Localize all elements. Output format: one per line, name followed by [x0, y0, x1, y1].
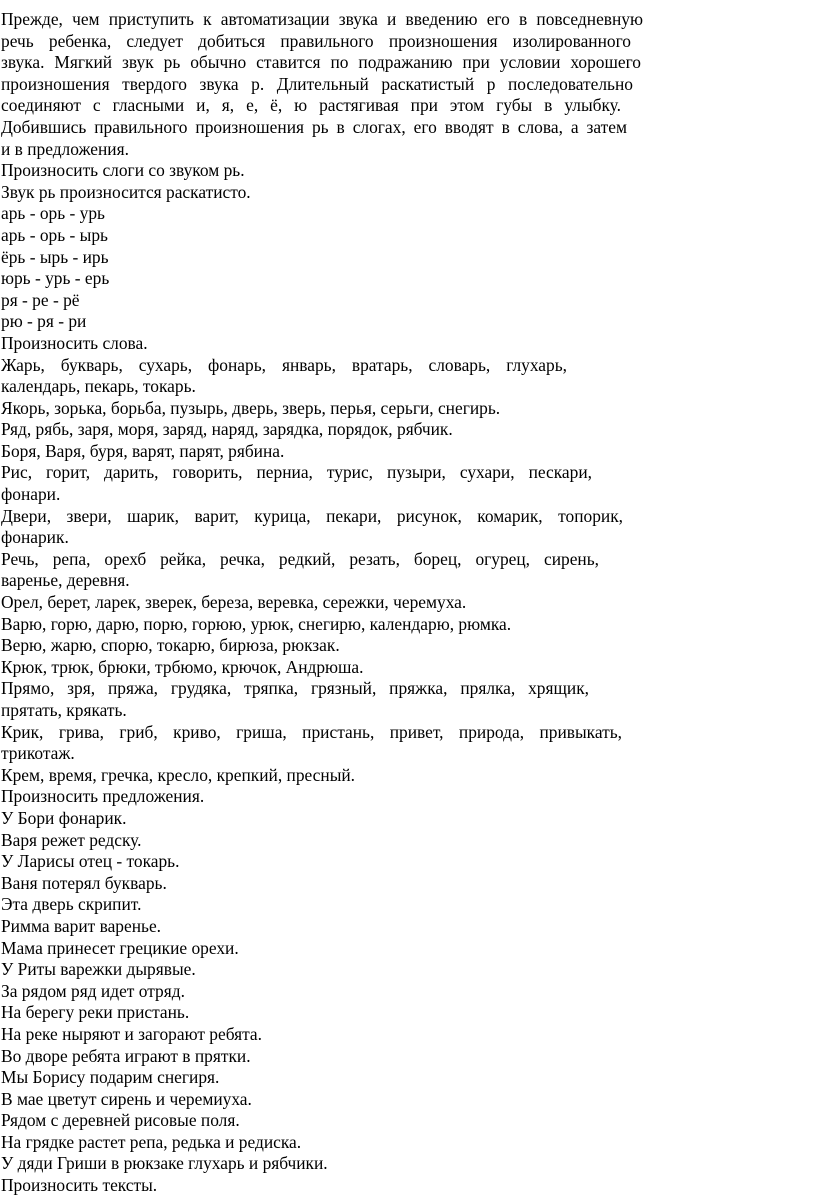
sentence-line: Ваня потерял букварь.	[1, 872, 167, 893]
words-line: Крем, время, гречка, кресло, крепкий, пресный.	[1, 764, 356, 785]
document-body	[1, 9, 801, 1197]
words-line: Верю, жарю, спорю, токарю, бирюза, рюкзак.	[1, 635, 340, 656]
words-line: календарь, пекарь, токарь.	[1, 376, 196, 397]
sentence-line: Рядом с деревней рисовые поля.	[1, 1110, 240, 1131]
syllables-heading: Произносить слоги со звуком рь.	[1, 160, 245, 181]
words-line: Двери, звери, шарик, варит, курица, пекари, рисунок, комарик, топорик,	[1, 505, 623, 526]
syllable-row: арь - орь - ырь	[1, 224, 108, 245]
words-line: фонарик.	[1, 527, 69, 548]
sentence-line: За рядом ряд идет отряд.	[1, 980, 185, 1001]
sentence-line: На берегу реки пристань.	[1, 1002, 190, 1023]
sentence-line: Мама принесет грецикие орехи.	[1, 937, 239, 958]
texts-heading: Произносить тексты.	[1, 1175, 158, 1196]
sentence-line: У Ларисы отец - токарь.	[1, 851, 180, 872]
words-line: Жарь, букварь, сухарь, фонарь, январь, вратарь, словарь, глухарь,	[1, 354, 567, 375]
intro-line: Прежде, чем приступить к автоматизации звука и введению его в повседневную	[1, 9, 643, 29]
words-line: Рис, горит, дарить, говорить, перниа, турис, пузыри, сухари, пескари,	[1, 462, 592, 483]
sentence-line: Мы Борису подарим снегиря.	[1, 1067, 220, 1088]
words-line: Боря, Варя, буря, варят, парят, рябина.	[1, 440, 285, 461]
sentence-line: Во дворе ребята играют в прятки.	[1, 1045, 251, 1066]
words-line: Варю, горю, дарю, порю, горюю, урюк, снегирю, календарю, рюмка.	[1, 613, 512, 634]
sentence-line: Варя режет редску.	[1, 829, 142, 850]
words-heading: Произносить слова.	[1, 332, 148, 353]
syllable-row: ёрь - ырь - ирь	[1, 246, 109, 267]
sentence-line: У Бори фонарик.	[1, 807, 127, 828]
sentences-heading: Произносить предложения.	[1, 786, 205, 807]
words-line: прятать, крякать.	[1, 700, 127, 720]
sentence-line: В мае цветут сирень и черемиуха.	[1, 1088, 252, 1109]
words-line: Прямо, зря, пряжа, грудяка, тряпка, грязный, пряжка, прялка, хрящик,	[1, 678, 589, 699]
words-line: Якорь, зорька, борьба, пузырь, дверь, зверь, перья, серьги, снегирь.	[1, 397, 501, 418]
words-line: Речь, репа, орехб рейка, речка, редкий, резать, борец, огурец, сирень,	[1, 548, 599, 569]
intro-line: соединяют с гласными и, я, е, ё, ю растягивая при этом губы в улыбку.	[1, 95, 621, 116]
words-line: варенье, деревня.	[1, 570, 130, 591]
syllable-row: рю - ря - ри	[1, 311, 87, 332]
syllable-row: арь - орь - урь	[1, 203, 105, 224]
intro-line: звука. Мягкий звук рь обычно ставится по подражанию при условии хорошего	[1, 52, 641, 73]
words-line: Орел, берет, ларек, зверек, береза, веревка, сережки, черемуха.	[1, 592, 467, 613]
words-line: Ряд, рябь, заря, моря, заряд, наряд, зарядка, порядок, рябчик.	[1, 419, 453, 440]
words-line: Крик, грива, гриб, криво, гриша, пристань, привет, природа, привыкать,	[1, 721, 622, 742]
sentence-line: Римма варит варенье.	[1, 915, 162, 936]
words-line: фонари.	[1, 484, 61, 505]
words-line: Крюк, трюк, брюки, трбюмо, крючок, Андрюша.	[1, 656, 364, 677]
sentence-line: На реке ныряют и загорают ребята.	[1, 1023, 262, 1044]
sentence-line: На грядке растет репа, редька и редиска.	[1, 1131, 302, 1152]
syllable-row: ря - ре - рё	[1, 289, 80, 310]
syllables-note: Звук рь произносится раскатисто.	[1, 181, 251, 202]
syllable-row: юрь - урь - ерь	[1, 268, 110, 289]
intro-line: Добившись правильного произношения рь в слогах, его вводят в слова, а затем	[1, 116, 627, 137]
intro-line: и в предложения.	[1, 138, 129, 159]
intro-line: речь ребенка, следует добиться правильного произношения изолированного	[1, 30, 631, 51]
words-line: трикотаж.	[1, 743, 75, 764]
sentence-line: Эта дверь скрипит.	[1, 894, 142, 915]
sentence-line: У Риты варежки дырявые.	[1, 959, 196, 980]
sentence-line: У дяди Гриши в рюкзаке глухарь и рябчики.	[1, 1153, 328, 1174]
intro-line: произношения твердого звука р. Длительный раскатистый р последовательно	[1, 73, 633, 94]
